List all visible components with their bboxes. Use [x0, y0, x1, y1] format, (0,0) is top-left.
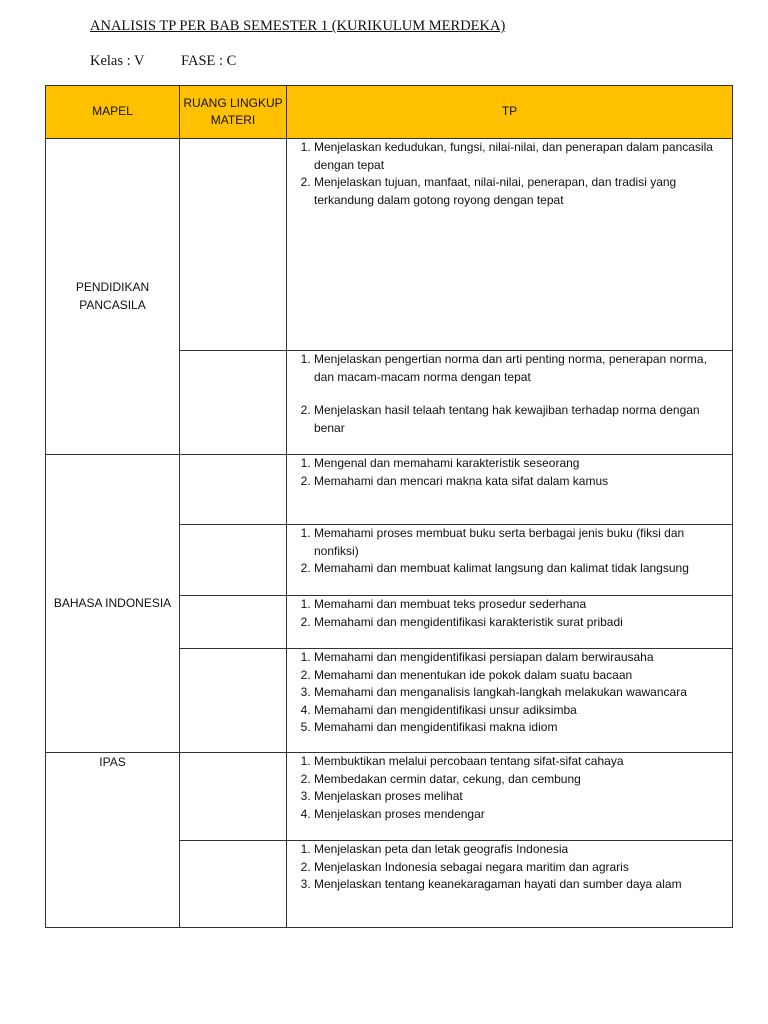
mapel-cell — [46, 139, 180, 455]
tp-list — [287, 841, 732, 894]
table-row — [46, 753, 733, 841]
header-tp: TP — [287, 86, 733, 139]
ruang-lingkup-cell — [180, 455, 287, 525]
ruang-lingkup-cell — [180, 753, 287, 841]
fase-label: FASE : C — [181, 53, 237, 69]
ruang-lingkup-cell — [180, 139, 287, 351]
tp-item: 1. Menjelaskan pengertian norma dan arti penting norma, penerapan norma, dan macam-macam norma dengan tepat — [314, 351, 726, 386]
ruang-lingkup-cell — [180, 596, 287, 649]
tp-list — [287, 351, 732, 437]
ruang-lingkup-cell — [180, 841, 287, 928]
tp-item: 3. Memahami dan menganalisis langkah-langkah melakukan wawancara — [314, 684, 726, 702]
tp-item: 2. Memahami dan menentukan ide pokok dalam suatu bacaan — [314, 667, 726, 685]
mapel-cell — [46, 753, 180, 928]
tp-item: 1. Memahami dan mengidentifikasi persiapan dalam berwirausaha — [314, 649, 726, 667]
tp-item: 2. Menjelaskan Indonesia sebagai negara maritim dan agraris — [314, 859, 726, 877]
tp-item: 3. Menjelaskan proses melihat — [314, 788, 726, 806]
tp-cell — [287, 649, 733, 753]
tp-item: 2. Memahami dan mencari makna kata sifat dalam kamus — [314, 473, 726, 491]
tp-item: 1. Menjelaskan kedudukan, fungsi, nilai-nilai, dan penerapan dalam pancasila dengan tepat — [314, 139, 726, 174]
tp-list — [287, 455, 732, 490]
tp-item: 1. Menjelaskan peta dan letak geografis Indonesia — [314, 841, 726, 859]
kelas-label: Kelas : V — [90, 53, 145, 69]
tp-cell — [287, 841, 733, 928]
tp-cell — [287, 139, 733, 351]
mapel-label: PENDIDIKAN PANCASILA — [75, 280, 150, 312]
tp-item: 3. Menjelaskan tentang keanekaragaman hayati dan sumber daya alam — [314, 876, 726, 894]
mapel-label: IPAS — [99, 755, 126, 769]
tp-list — [287, 596, 732, 631]
table-row — [46, 455, 733, 525]
tp-list — [287, 649, 732, 737]
tp-item: 5. Memahami dan mengidentifikasi makna idiom — [314, 719, 726, 737]
tp-list — [287, 753, 732, 823]
mapel-cell — [46, 455, 180, 753]
tp-cell — [287, 455, 733, 525]
tp-item: 2. Memahami dan membuat kalimat langsung dan kalimat tidak langsung — [314, 560, 726, 578]
tp-item: 2. Membedakan cermin datar, cekung, dan cembung — [314, 771, 726, 789]
ruang-lingkup-cell — [180, 525, 287, 596]
tp-item: 2. Menjelaskan hasil telaah tentang hak kewajiban terhadap norma dengan benar — [314, 402, 726, 437]
header-row — [46, 86, 733, 139]
tp-item: 4. Memahami dan mengidentifikasi unsur adiksimba — [314, 702, 726, 720]
tp-item: 2. Menjelaskan tujuan, manfaat, nilai-nilai, penerapan, dan tradisi yang terkandung dalam gotong royong dengan tepat — [314, 174, 726, 209]
tp-list — [287, 139, 732, 209]
tp-item: 1. Membuktikan melalui percobaan tentang sifat-sifat cahaya — [314, 753, 726, 771]
tp-cell — [287, 351, 733, 455]
tp-table — [45, 85, 733, 928]
tp-cell — [287, 596, 733, 649]
document-title: ANALISIS TP PER BAB SEMESTER 1 (KURIKULUM MERDEKA) — [90, 18, 506, 34]
tp-cell — [287, 753, 733, 841]
tp-item: 1. Memahami proses membuat buku serta berbagai jenis buku (fiksi dan nonfiksi) — [314, 525, 726, 560]
tp-item: 1. Memahami dan membuat teks prosedur sederhana — [314, 596, 726, 614]
table-row — [46, 139, 733, 351]
header-mapel: MAPEL — [46, 86, 180, 139]
tp-item: 1. Mengenal dan memahami karakteristik seseorang — [314, 455, 726, 473]
ruang-lingkup-cell — [180, 351, 287, 455]
header-ruang-lingkup: RUANG LINGKUP MATERI — [180, 86, 287, 139]
ruang-lingkup-cell — [180, 649, 287, 753]
tp-cell — [287, 525, 733, 596]
mapel-label: BAHASA INDONESIA — [53, 595, 172, 610]
tp-list — [287, 525, 732, 578]
tp-item: 4. Menjelaskan proses mendengar — [314, 806, 726, 824]
tp-item: 2. Memahami dan mengidentifikasi karakteristik surat pribadi — [314, 614, 726, 632]
